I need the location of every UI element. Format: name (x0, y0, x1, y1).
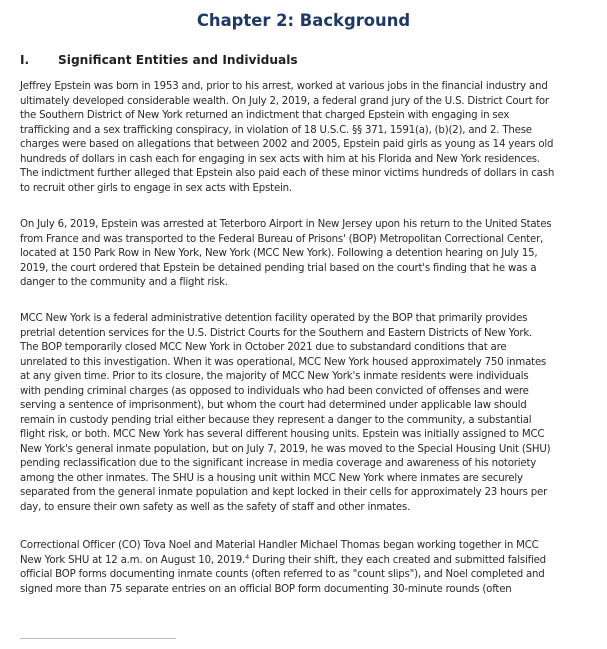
chapter-title: Chapter 2: Background (196, 11, 411, 30)
text-line: charges were based on allegations that between 2002 and 2005, Epstein paid girls as young as 14 years old (20, 139, 554, 150)
footnote-marker[interactable]: 4 (245, 552, 250, 561)
text-line: pretrial detention services for the U.S. District Courts for the Southern and Eastern Districts of New York. (20, 327, 533, 339)
text-line: hundreds of dollars in cash each for engaging in sex acts with him at his Florida and New York residences. (20, 153, 540, 165)
text-line: Correctional Officer (CO) Tova Noel and Material Handler Michael Thomas began working together in MCC (20, 540, 539, 551)
text-line: The indictment further alleged that Epstein also paid each of these minor victims hundreds of dollars in cash (20, 168, 555, 179)
text-line: official BOP forms documenting inmate counts (often referred to as "count slips"), and Noel completed and (20, 569, 545, 580)
text-line: to recruit other girls to engage in sex acts with Epstein. (20, 182, 292, 194)
text-line: trafficking and a sex trafficking conspiracy, in violation of 18 U.S.C. §§ 371, 1591(a), (b)(2), and 2. These (20, 124, 532, 136)
text-line: remain in custody pending trial either because they represent a danger to the community, a substantial (20, 414, 532, 426)
text-line: danger to the community and a flight risk. (20, 277, 228, 288)
text-line: signed more than 75 separate entries on an official BOP form documenting 30-minute rounds (often (20, 583, 512, 595)
section-number: I. (20, 53, 30, 67)
footnote-divider (20, 638, 176, 639)
text-line: ultimately developed considerable wealth. On July 2, 2019, a federal grand jury of the U.S. District Court for (20, 95, 549, 107)
section-title: Significant Entities and Individuals (58, 53, 298, 67)
paragraph-shift-falsified-forms (20, 539, 591, 597)
text-line: 2019, the court ordered that Epstein be detained pending trial based on the court's finding that he was a (20, 262, 537, 274)
text-line: the Southern District of New York returned an indictment that charged Epstein with engaging in sex (20, 110, 510, 121)
text-line: The BOP temporarily closed MCC New York in October 2021 due to substandard conditions that are (20, 342, 507, 353)
text-line: separated from the general inmate population and kept locked in their cells for approximately 23 hours per (20, 487, 548, 498)
text-line: located at 150 Park Row in New York, New York (MCC New York). Following a detention hearing on July 15, (20, 248, 538, 259)
text-line: New York's general inmate population, but on July 7, 2019, he was moved to the Special Housing Unit (SHU) (20, 443, 551, 455)
text-line: among the other inmates. The SHU is a housing unit within MCC New York where inmates are securely (20, 472, 523, 484)
section-heading (20, 53, 298, 67)
paragraph-epstein-background (20, 80, 591, 196)
paragraph-arrest (20, 218, 591, 291)
text-line: serving a sentence of imprisonment), but whom the court had determined under applicable law should (20, 400, 527, 411)
text-line: at any given time. Prior to its closure, the majority of MCC New York's inmate residents were individuals (20, 371, 529, 382)
text-line: MCC New York is a federal administrative detention facility operated by the BOP that primarily provides (20, 313, 528, 324)
text-segment: During their shift, they each created and submitted falsified (249, 554, 546, 566)
text-line: Jeffrey Epstein was born in 1953 and, prior to his arrest, worked at various jobs in the financial industry and (20, 81, 548, 92)
text-line: with pending criminal charges (as opposed to individuals who had been convicted of offenses and were (20, 385, 529, 397)
paragraph-mcc-new-york (20, 312, 591, 515)
text-line: On July 6, 2019, Epstein was arrested at Teterboro Airport in New Jersey upon his return to the United States (20, 219, 552, 230)
text-line: from France and was transported to the Federal Bureau of Prisons' (BOP) Metropolitan Correctional Center, (20, 233, 544, 245)
text-line: day, to ensure their own safety as well as the safety of staff and other inmates. (20, 501, 411, 513)
text-line (20, 554, 591, 569)
text-line: flight risk, or both. MCC New York has several different housing units. Epstein was initially assigned to MCC (20, 429, 545, 440)
text-line: pending reclassification due to the significant increase in media coverage and awareness of his notoriety (20, 458, 537, 469)
text-line: unrelated to this investigation. When it was operational, MCC New York housed approximately 750 inmates (20, 356, 547, 368)
text-segment: New York SHU at 12 a.m. on August 10, 2019. (20, 554, 246, 566)
